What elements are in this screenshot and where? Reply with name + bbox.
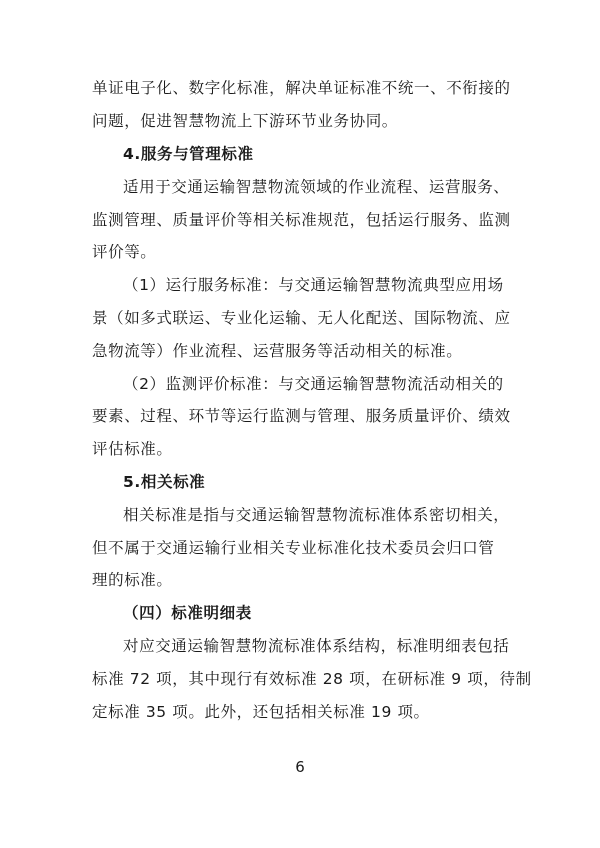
body-text-line: 适用于交通运输智慧物流领域的作业流程、运营服务、	[123, 178, 510, 196]
section-heading: 4.服务与管理标准	[123, 145, 254, 163]
body-text-line: 评价等。	[92, 243, 157, 261]
body-text-line: 相关标准是指与交通运输智慧物流标准体系密切相关，	[123, 506, 510, 524]
body-text-line: 景（如多式联运、专业化运输、无人化配送、国际物流、应	[92, 309, 511, 327]
body-text-line: 要素、过程、环节等运行监测与管理、服务质量评价、绩效	[92, 407, 511, 425]
body-text-line: 问题，促进智慧物流上下游环节业务协同。	[92, 112, 398, 130]
body-text-line: （2）监测评价标准：与交通运输智慧物流活动相关的	[123, 375, 504, 393]
section-heading: 5.相关标准	[123, 473, 206, 491]
body-text-line: 理的标准。	[92, 571, 173, 589]
body-text-line: 急物流等）作业流程、运营服务等活动相关的标准。	[92, 342, 463, 360]
body-text-line: 但不属于交通运输行业相关专业标准化技术委员会归口管	[92, 539, 495, 557]
page-number: 6	[295, 758, 305, 776]
body-text-line: 标准 72 项，其中现行有效标准 28 项，在研标准 9 项，待制	[92, 670, 532, 688]
body-text-line: 定标准 35 项。此外，还包括相关标准 19 项。	[92, 703, 430, 721]
body-text-line: 评估标准。	[92, 440, 173, 458]
body-text-line: （1）运行服务标准：与交通运输智慧物流典型应用场	[123, 276, 504, 294]
body-text-line: 监测管理、质量评价等相关标准规范，包括运行服务、监测	[92, 211, 511, 229]
body-text-line: 对应交通运输智慧物流标准体系结构，标准明细表包括	[123, 637, 510, 655]
body-text-line: 单证电子化、数字化标准，解决单证标准不统一、不衔接的	[92, 79, 511, 97]
section-heading: （四）标准明细表	[123, 604, 252, 622]
